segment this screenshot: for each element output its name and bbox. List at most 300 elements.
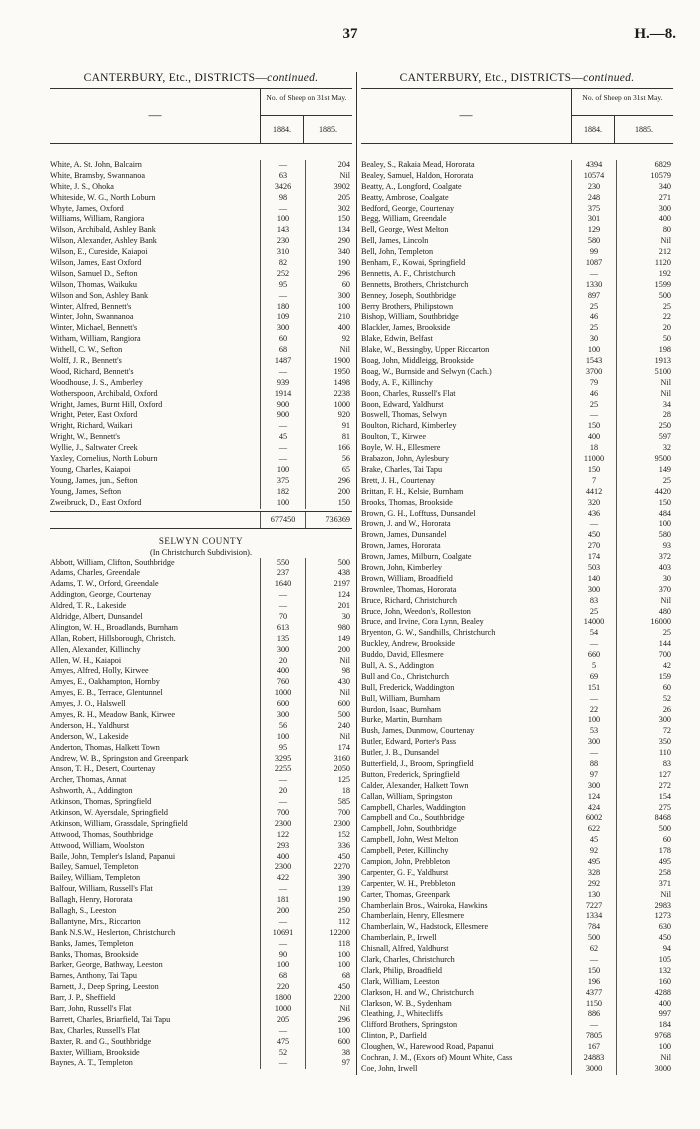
owner-name: Bennetts, Brothers, Christchurch [361, 279, 469, 289]
table-row [361, 389, 673, 400]
sheep-1885: 166 [337, 443, 350, 453]
table-row [50, 917, 352, 928]
owner-name: Woodhouse, J. S., Amberley [50, 377, 143, 387]
sheep-1884: 2300 [260, 862, 306, 873]
table-row [50, 454, 352, 465]
owner-name: Chisnall, Alfred, Yaldhurst [361, 944, 449, 954]
table-row [361, 944, 673, 955]
sheep-1885: 150 [658, 497, 671, 507]
sheep-1885: 438 [337, 568, 350, 578]
table-row [361, 443, 673, 454]
sheep-1884: 92 [571, 846, 617, 857]
sheep-1885: 500 [658, 290, 671, 300]
sheep-1885: Nil [660, 595, 671, 605]
table-header [50, 88, 352, 144]
owner-name: Abbott, William, Clifton, Southbridge [50, 557, 175, 567]
table-row [361, 672, 673, 683]
table-row [361, 291, 673, 302]
sheep-1884: 475 [260, 1037, 306, 1048]
sheep-1885: 3902 [333, 181, 350, 191]
table-row [361, 530, 673, 541]
sheep-1885: 4420 [654, 486, 671, 496]
sheep-1885: 585 [337, 797, 350, 807]
sheep-1885: 16000 [650, 617, 671, 627]
table-row [361, 214, 673, 225]
sheep-1884: 20 [260, 786, 306, 797]
owner-name: Berry Brothers, Philipstown [361, 301, 454, 311]
table-row [361, 715, 673, 726]
sheep-1884: 4394 [571, 160, 617, 171]
owner-name: Wilson, Thomas, Waikuku [50, 279, 137, 289]
sheep-1884: 100 [260, 214, 306, 225]
table-row [50, 568, 352, 579]
sheep-1885: Nil [339, 655, 350, 665]
owner-name: Ballantyne, Mrs., Riccarton [50, 916, 141, 926]
sheep-1884: — [260, 939, 306, 950]
owner-name: Bailey, William, Templeton [50, 873, 141, 883]
sheep-1884: 622 [571, 824, 617, 835]
table-row [50, 312, 352, 323]
sheep-1884: 45 [571, 835, 617, 846]
sheep-1884: 174 [571, 552, 617, 563]
table-row [361, 476, 673, 487]
table-row [361, 302, 673, 313]
sheep-1884: 25 [571, 302, 617, 313]
sheep-1884: 3700 [571, 367, 617, 378]
owner-name: White, A. St. John, Balcairn [50, 160, 142, 169]
owner-name: Blackler, James, Brookside [361, 323, 451, 333]
owner-name: Bealey, Samuel, Haldon, Hororata [361, 170, 474, 180]
owner-name: Butler, Edward, Porter's Pass [361, 737, 457, 747]
table-row [361, 585, 673, 596]
table-row [50, 182, 352, 193]
sheep-1885: 12200 [329, 927, 350, 937]
table-row [50, 214, 352, 225]
owner-name: Chamberlain, Henry, Ellesmere [361, 911, 465, 921]
sheep-1884: 580 [571, 236, 617, 247]
table-row [50, 754, 352, 765]
table-row [361, 421, 673, 432]
sheep-1885: Nil [660, 889, 671, 899]
sheep-1884: 270 [571, 541, 617, 552]
sheep-1884: 196 [571, 977, 617, 988]
owner-name: Wilson, James, East Oxford [50, 258, 142, 268]
table-row [361, 922, 673, 933]
sheep-1885: 2200 [333, 993, 350, 1003]
sheep-1885: 132 [658, 965, 671, 975]
sheep-1884: 100 [571, 715, 617, 726]
sheep-1884: — [571, 955, 617, 966]
table-row [361, 792, 673, 803]
sheep-1884: — [260, 291, 306, 302]
sheep-1884: 129 [571, 225, 617, 236]
owner-name: Coe, John, Irwell [361, 1063, 418, 1073]
table-row [50, 939, 352, 950]
table-row [50, 400, 352, 411]
sheep-1884: 600 [260, 699, 306, 710]
sheep-1884: 7227 [571, 901, 617, 912]
sheep-1885: 258 [658, 867, 671, 877]
sheep-1884: — [260, 1058, 306, 1069]
owner-name: Bank N.S.W., Heslerton, Christchurch [50, 927, 176, 937]
sheep-1884: 68 [260, 971, 306, 982]
table-row [361, 574, 673, 585]
table-row [361, 280, 673, 291]
owner-name: Atkinson, W. Ayersdale, Springfield [50, 807, 168, 817]
sheep-1885: 50 [662, 334, 671, 344]
owner-name: Chamberlain, W., Hadstock, Ellesmere [361, 922, 489, 932]
sheep-1884: 24883 [571, 1053, 617, 1064]
owner-name: Anderson, W., Lakeside [50, 731, 129, 741]
sheep-1885: 1273 [654, 911, 671, 921]
sheep-1885: 204 [337, 160, 350, 169]
sheep-1884: 2300 [260, 819, 306, 830]
column-title-continued: continued. [267, 72, 319, 84]
sheep-1885: 300 [337, 290, 350, 300]
owner-name: Buddo, David, Ellesmere [361, 650, 444, 660]
sheep-1884: 400 [571, 432, 617, 443]
sheep-1884: 130 [571, 890, 617, 901]
sheep-1885: 450 [658, 933, 671, 943]
sheep-1885: 9500 [654, 454, 671, 464]
owner-name: Baxter, William, Brookside [50, 1047, 140, 1057]
owner-name: Bruce, John, Weedon's, Rolleston [361, 606, 471, 616]
sheep-1885: 28 [662, 410, 671, 420]
table-row [50, 656, 352, 667]
sheep-1885: 30 [662, 573, 671, 583]
table-row [361, 781, 673, 792]
sheep-1884: 320 [571, 498, 617, 509]
sheep-1884: 180 [260, 302, 306, 313]
sheep-1885: Nil [339, 170, 350, 180]
sheep-1884: 97 [571, 770, 617, 781]
column-title-main: CANTERBURY, Etc., DISTRICTS— [399, 72, 584, 84]
sheep-1884: 200 [260, 906, 306, 917]
sheep-count-header: No. of Sheep on 31st May. [260, 89, 352, 116]
sheep-1885: 350 [658, 737, 671, 747]
sheep-1884: 52 [260, 1048, 306, 1059]
owner-name: Atkinson, Thomas, Springfield [50, 797, 152, 807]
sheep-1885: 500 [658, 824, 671, 834]
sheep-1885: 372 [658, 552, 671, 562]
owner-name: Bush, James, Dunmow, Courtenay [361, 726, 475, 736]
sheep-1885: 150 [337, 497, 350, 507]
table-row [50, 677, 352, 688]
table-row [361, 465, 673, 476]
table-row [361, 563, 673, 574]
owner-name: Wilson, Alexander, Ashley Bank [50, 236, 157, 246]
name-column-header: — [459, 107, 473, 122]
owner-name: Campbell, Charles, Waddington [361, 802, 466, 812]
sheep-1885: 997 [658, 1009, 671, 1019]
owner-name: Boag, W., Burnside and Selwyn (Cach.) [361, 366, 492, 376]
sheep-1885: 300 [658, 715, 671, 725]
table-row [50, 971, 352, 982]
sheep-1884: 25 [571, 323, 617, 334]
sheep-1884: 18 [571, 443, 617, 454]
owner-name: Young, James, jun., Sefton [50, 475, 138, 485]
owner-name: Anderson, H., Yaldhurst [50, 720, 130, 730]
owner-name: Wright, Peter, East Oxford [50, 410, 138, 420]
owner-name: Bell, George, West Melton [361, 225, 449, 235]
sheep-1884: 301 [571, 214, 617, 225]
sheep-1885: 100 [658, 1042, 671, 1052]
owner-name: Amyes, J. O., Halswell [50, 699, 126, 709]
sheep-1885: 152 [337, 829, 350, 839]
sheep-1884: 135 [260, 634, 306, 645]
sheep-1884: 25 [571, 400, 617, 411]
sheep-1884: 63 [260, 171, 306, 182]
sheep-1884: 1000 [260, 688, 306, 699]
sheep-1884: 82 [260, 258, 306, 269]
sheep-1884: 60 [260, 334, 306, 345]
owner-name: Brown, James, Dunsandel [361, 530, 447, 540]
table-row [361, 1020, 673, 1031]
owner-name: Boulton, T., Kirwee [361, 432, 426, 442]
sheep-1885: 68 [341, 971, 350, 981]
table-row [361, 519, 673, 530]
table-body [50, 558, 352, 1070]
sheep-1885: 2197 [333, 579, 350, 589]
owner-name: Cloughen, W., Harewood Road, Papanui [361, 1042, 494, 1052]
sheep-1885: 124 [337, 590, 350, 600]
sheep-1885: Nil [339, 731, 350, 741]
sheep-1884: — [260, 775, 306, 786]
table-row [50, 950, 352, 961]
sheep-1885: 42 [662, 660, 671, 670]
sheep-1884: 181 [260, 895, 306, 906]
owner-name: Brown, G. H., Lofftuss, Dunsandel [361, 508, 476, 518]
owner-name: White, Bramsby, Swannanoa [50, 170, 145, 180]
sheep-1884: 167 [571, 1042, 617, 1053]
sheep-1885: 65 [341, 464, 350, 474]
sheep-1884: 100 [260, 498, 306, 509]
table-row [361, 835, 673, 846]
sheep-1885: 38 [341, 1047, 350, 1057]
sheep-1884: 1150 [571, 999, 617, 1010]
sheep-1884: 700 [260, 808, 306, 819]
sheep-1884: 310 [260, 247, 306, 258]
sheep-1884: — [260, 1026, 306, 1037]
sheep-1884: 1000 [260, 1004, 306, 1015]
owner-name: Bishop, William, Southbridge [361, 312, 459, 322]
sheep-1885: 1900 [333, 356, 350, 366]
sheep-1884: 100 [260, 732, 306, 743]
owner-name: Boon, Charles, Russell's Flat [361, 388, 456, 398]
owner-name: Ballagh, Henry, Hororata [50, 895, 133, 905]
sheep-1884: — [571, 269, 617, 280]
sheep-1885: 980 [337, 622, 350, 632]
sheep-1884: — [260, 884, 306, 895]
owner-name: Adams, T. W., Orford, Greendale [50, 579, 159, 589]
sheep-1884: — [260, 421, 306, 432]
sheep-1885: 302 [337, 203, 350, 213]
sheep-1885: 920 [337, 410, 350, 420]
sheep-1885: 500 [337, 557, 350, 567]
table-row [361, 193, 673, 204]
sheep-1884: — [571, 639, 617, 650]
sheep-1885: 25 [662, 475, 671, 485]
table-body [361, 144, 673, 1075]
table-row [50, 982, 352, 993]
sheep-1885: 2983 [654, 900, 671, 910]
table-row [50, 558, 352, 569]
owner-name: Brown, James, Hororata [361, 541, 441, 551]
sheep-1885: 150 [337, 214, 350, 224]
sheep-1885: 296 [337, 268, 350, 278]
table-row [50, 171, 352, 182]
owner-name: Barnes, Anthony, Tai Tapu [50, 971, 137, 981]
sheep-1885: 81 [341, 432, 350, 442]
table-row [50, 1026, 352, 1037]
table-row [50, 623, 352, 634]
table-row [361, 410, 673, 421]
sheep-1884: 252 [260, 269, 306, 280]
owner-name: Barr, John, Russell's Flat [50, 1004, 132, 1014]
owner-name: Brown, J. and W., Hororata [361, 519, 451, 529]
table-row [50, 465, 352, 476]
sheep-1885: 336 [337, 840, 350, 850]
sheep-1884: 1330 [571, 280, 617, 291]
sheep-1884: 328 [571, 868, 617, 879]
sheep-1885: 290 [337, 236, 350, 246]
total-1884: 677450 [260, 512, 306, 528]
sheep-1885: 240 [337, 720, 350, 730]
sheep-1884: 1334 [571, 911, 617, 922]
table-row [361, 160, 673, 171]
table-row [50, 852, 352, 863]
sheep-1885: 100 [337, 301, 350, 311]
table-row [361, 824, 673, 835]
sheep-1885: 495 [658, 857, 671, 866]
owner-name: Bull, Frederick, Waddington [361, 682, 455, 692]
sheep-1885: 296 [337, 1014, 350, 1024]
table-row [361, 661, 673, 672]
owner-name: Yaxley, Cornelius, North Loburn [50, 454, 158, 464]
sheep-1884: 660 [571, 650, 617, 661]
sheep-1885: 6829 [654, 160, 671, 169]
sheep-1885: 4288 [654, 987, 671, 997]
sheep-1884: 10574 [571, 171, 617, 182]
table-row [361, 639, 673, 650]
sheep-1885: 201 [337, 601, 350, 611]
table-row [361, 334, 673, 345]
sheep-1885: 3000 [654, 1063, 671, 1073]
sheep-1884: 100 [260, 960, 306, 971]
sheep-1884: 7805 [571, 1031, 617, 1042]
table-row [50, 258, 352, 269]
sheep-1884: — [260, 454, 306, 465]
table-row [50, 732, 352, 743]
sheep-1885: 98 [341, 666, 350, 676]
table-row [50, 476, 352, 487]
owner-name: Callan, William, Springston [361, 791, 453, 801]
table-row [50, 645, 352, 656]
table-row [361, 977, 673, 988]
owner-name: Barr, J. P., Sheffield [50, 993, 116, 1003]
table-row [50, 323, 352, 334]
sheep-1885: 2270 [333, 862, 350, 872]
sheep-1885: Nil [660, 377, 671, 387]
owner-name: Bedford, George, Courtenay [361, 203, 455, 213]
owner-name: Brown, James, Milburn, Coalgate [361, 552, 472, 562]
sheep-1884: 122 [260, 830, 306, 841]
sheep-1884: 54 [571, 628, 617, 639]
table-row [50, 302, 352, 313]
owner-name: Anson, T. H., Desert, Courtenay [50, 764, 156, 774]
owner-name: Wolff, J. R., Bennett's [50, 356, 122, 366]
owner-name: Bryenton, G. W., Sandhills, Christchurch [361, 628, 496, 638]
sheep-1884: 230 [571, 182, 617, 193]
sheep-1885: 340 [658, 181, 671, 191]
sheep-1884: 1487 [260, 356, 306, 367]
owner-name: Wright, Richard, Waikari [50, 421, 133, 431]
sheep-1884: 150 [571, 966, 617, 977]
sheep-1884: 7 [571, 476, 617, 487]
sheep-1885: 192 [658, 268, 671, 278]
sheep-1885: 600 [337, 699, 350, 709]
sheep-1885: 125 [337, 775, 350, 785]
owner-name: Wood, Richard, Bennett's [50, 366, 134, 376]
sheep-1884: 205 [260, 1015, 306, 1026]
table-row [50, 688, 352, 699]
owner-name: Williams, William, Rangiora [50, 214, 145, 224]
table-row [361, 312, 673, 323]
sheep-1885: 91 [341, 421, 350, 431]
sheep-1884: 140 [571, 574, 617, 585]
table-row [361, 509, 673, 520]
sheep-1884: 95 [260, 743, 306, 754]
sheep-1885: 600 [337, 1036, 350, 1046]
table-row [50, 960, 352, 971]
sheep-1884: 1640 [260, 579, 306, 590]
owner-name: Wotherspoon, Archibald, Oxford [50, 388, 158, 398]
sheep-1884: — [260, 204, 306, 215]
owner-name: Baxter, R. and G., Southbridge [50, 1036, 152, 1046]
year-1885-header: 1885. [319, 125, 337, 134]
owner-name: Winter, Alfred, Bennett's [50, 301, 132, 311]
sheep-1884: 56 [260, 721, 306, 732]
table-row [50, 830, 352, 841]
sheep-1885: Nil [660, 388, 671, 398]
owner-name: Chamberlain Bros., Wairoka, Hawkins [361, 900, 488, 910]
sheep-1885: Nil [660, 236, 671, 246]
sheep-1885: Nil [660, 1053, 671, 1063]
sheep-1884: 300 [571, 737, 617, 748]
sheep-1885: 9768 [654, 1031, 671, 1041]
owner-name: Begg, William, Greendale [361, 214, 447, 224]
sheep-1885: 97 [341, 1058, 350, 1068]
owner-name: Beatty, A., Longford, Coalgate [361, 181, 462, 191]
table-row [361, 258, 673, 269]
owner-name: Barnett, J., Deep Spring, Leeston [50, 982, 159, 992]
table-row [361, 617, 673, 628]
page-number: 37 [342, 26, 358, 42]
owner-name: Attwood, William, Woolston [50, 840, 145, 850]
owner-name: Addington, George, Courtenay [50, 590, 152, 600]
owner-name: Boon, Edward, Yaldhurst [361, 399, 444, 409]
sheep-1885: 159 [658, 671, 671, 681]
owner-name: Winter, John, Swannanoa [50, 312, 134, 322]
table-row [361, 759, 673, 770]
sheep-1884: 46 [571, 312, 617, 323]
sheep-1885: 100 [337, 960, 350, 970]
owner-name: Chamberlain, P., Irwell [361, 933, 437, 943]
sheep-1885: 700 [658, 650, 671, 660]
table-row [50, 1004, 352, 1015]
table-row [361, 813, 673, 824]
sheep-1884: 6002 [571, 813, 617, 824]
